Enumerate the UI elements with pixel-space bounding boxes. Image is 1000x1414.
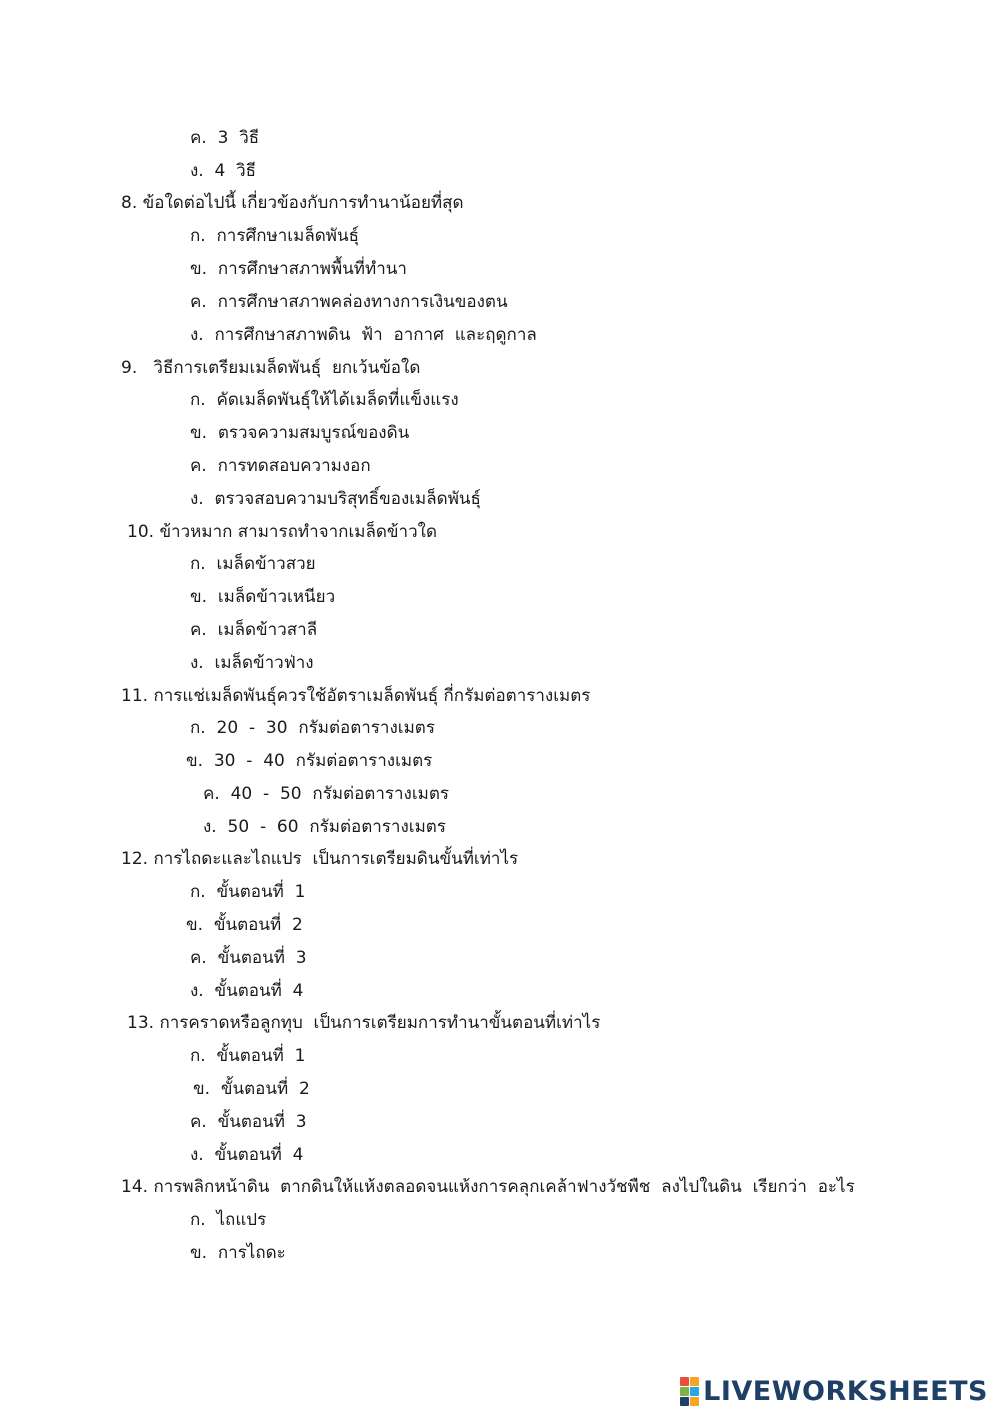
q8-option-d: ง. การศึกษาสภาพดิน ฟ้า อากาศ และฤดูกาล — [190, 325, 537, 345]
q14-option-a: ก. ไถแปร — [190, 1210, 267, 1230]
q13-option-b: ข. ขั้นตอนที่ 2 — [193, 1079, 310, 1099]
liveworksheets-logo — [680, 1376, 988, 1407]
q7-option-d: ง. 4 วิธี — [190, 161, 257, 181]
question-8: 8. ข้อใดต่อไปนี้ เกี่ยวข้องกับการทำนาน้อยที่สุด — [121, 193, 464, 213]
q13-option-c: ค. ขั้นตอนที่ 3 — [190, 1112, 307, 1132]
logo-text: LIVEWORKSHEETS — [703, 1376, 988, 1407]
q10-option-c: ค. เมล็ดข้าวสาลี — [190, 620, 318, 640]
q9-option-a: ก. คัดเมล็ดพันธุ์ให้ได้เมล็ดที่แข็งแรง — [190, 390, 459, 410]
q10-option-d: ง. เมล็ดข้าวฟ่าง — [190, 653, 314, 673]
q14-option-b: ข. การไถดะ — [190, 1243, 286, 1263]
q12-option-a: ก. ขั้นตอนที่ 1 — [190, 882, 306, 902]
q11-option-b: ข. 30 - 40 กรัมต่อตารางเมตร — [186, 751, 433, 771]
q12-option-b: ข. ขั้นตอนที่ 2 — [186, 915, 303, 935]
q9-option-b: ข. ตรวจความสมบูรณ์ของดิน — [190, 423, 410, 443]
q9-option-c: ค. การทดสอบความงอก — [190, 456, 371, 476]
question-10: 10. ข้าวหมาก สามารถทำจากเมล็ดข้าวใด — [127, 522, 437, 542]
question-12: 12. การไถดะและไถแปร เป็นการเตรียมดินขั้นที่เท่าไร — [121, 849, 519, 869]
q10-option-b: ข. เมล็ดข้าวเหนียว — [190, 587, 336, 607]
q9-option-d: ง. ตรวจสอบความบริสุทธิ์ของเมล็ดพันธุ์ — [190, 489, 481, 509]
q7-option-c: ค. 3 วิธี — [190, 128, 260, 148]
q12-option-d: ง. ขั้นตอนที่ 4 — [190, 981, 304, 1001]
q11-option-a: ก. 20 - 30 กรัมต่อตารางเมตร — [190, 718, 435, 738]
q13-option-d: ง. ขั้นตอนที่ 4 — [190, 1145, 304, 1165]
question-14: 14. การพลิกหน้าดิน ตากดินให้แห้งตลอดจนแห้งการคลุกเคล้าฟางวัชพืช ลงไปในดิน เรียกว่า อะไร — [121, 1177, 855, 1197]
q8-option-a: ก. การศึกษาเมล็ดพันธุ์ — [190, 226, 359, 246]
question-13: 13. การคราดหรือลูกทุบ เป็นการเตรียมการทำนาขั้นตอนที่เท่าไร — [127, 1013, 601, 1033]
question-9: 9. วิธีการเตรียมเมล็ดพันธุ์ ยกเว้นข้อใด — [121, 358, 421, 378]
q12-option-c: ค. ขั้นตอนที่ 3 — [190, 948, 307, 968]
question-11: 11. การแช่เมล็ดพันธุ์ควรใช้อัตราเมล็ดพันธุ์ กี่กรัมต่อตารางเมตร — [121, 686, 591, 706]
q10-option-a: ก. เมล็ดข้าวสวย — [190, 554, 316, 574]
q11-option-c: ค. 40 - 50 กรัมต่อตารางเมตร — [203, 784, 450, 804]
q8-option-b: ข. การศึกษาสภาพพื้นที่ทำนา — [190, 259, 407, 279]
logo-mark-icon — [680, 1377, 699, 1406]
q8-option-c: ค. การศึกษาสภาพคล่องทางการเงินของตน — [190, 292, 508, 312]
q13-option-a: ก. ขั้นตอนที่ 1 — [190, 1046, 306, 1066]
q11-option-d: ง. 50 - 60 กรัมต่อตารางเมตร — [203, 817, 446, 837]
